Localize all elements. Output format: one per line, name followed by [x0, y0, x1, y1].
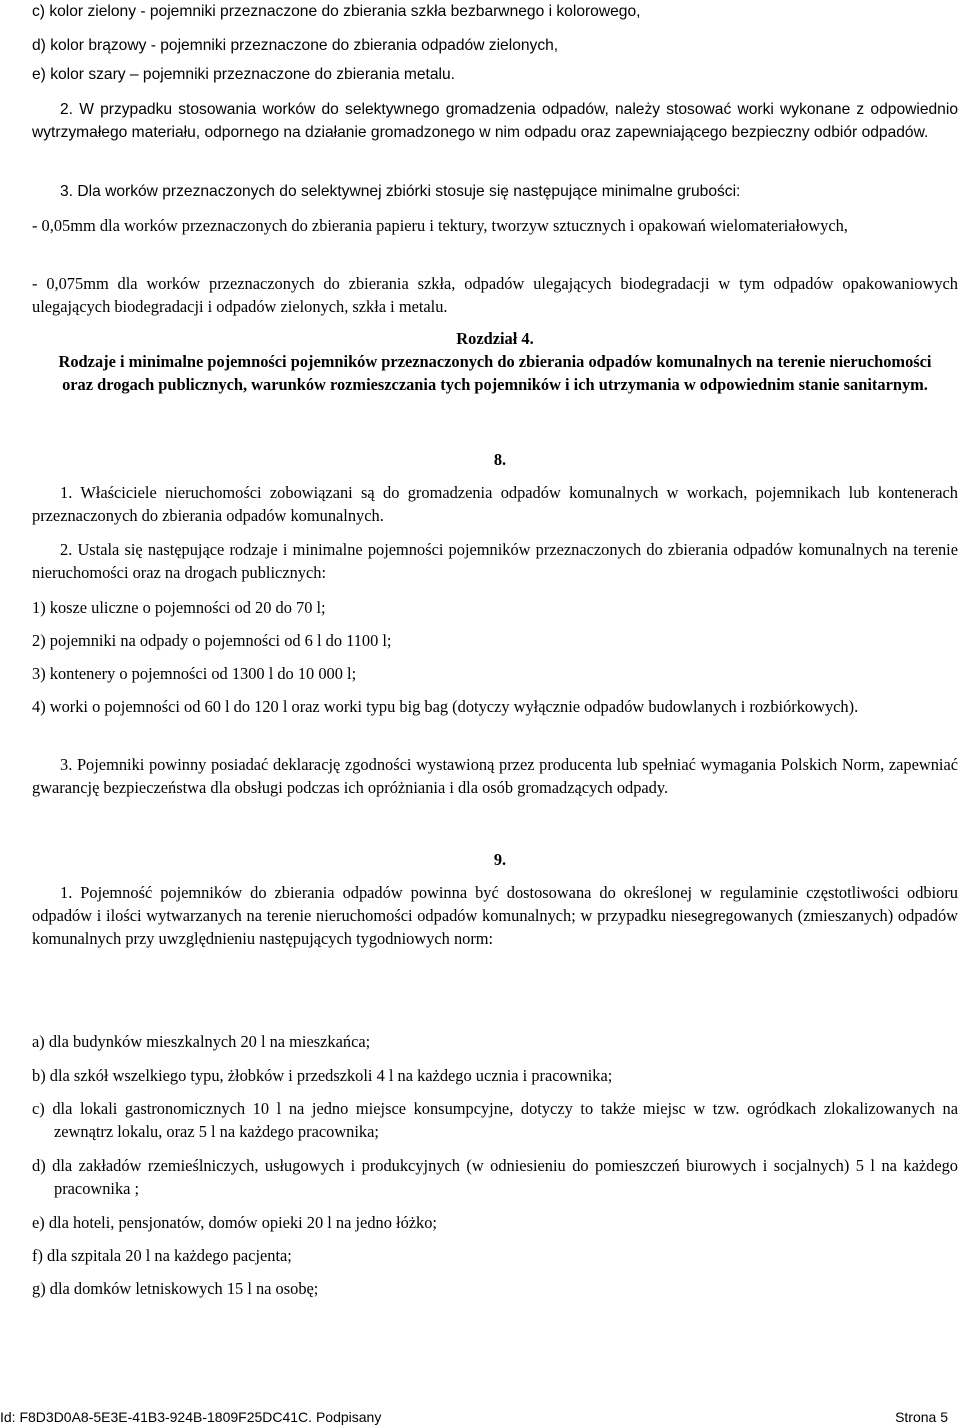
norm-item-g: g) dla domków letniskowych 15 l na osobę; [32, 1279, 319, 1298]
thickness-item-2: - 0,075mm dla worków przeznaczonych do zbierania szkła, odpadów ulegających biodegradacji w tym odpadów opakowaniowych ulegających biodegradacji i odpadów zielonych, szkła i metalu. [32, 274, 958, 316]
paragraph-2: 2. W przypadku stosowania worków do selektywnego gromadzenia odpadów, należy stosować worki wykonane z odpowiednio wytrzymałego materiału, odpornego na działanie gromadzonego w nim odpadu oraz zapewniającego bezpieczny odbiór odpadów. [32, 101, 958, 141]
container-type-2: 2) pojemniki na odpady o pojemności od 6 l do 1100 l; [32, 631, 392, 650]
container-type-1: 1) kosze uliczne o pojemności od 20 do 70 l; [32, 598, 326, 617]
norm-item-c: c) dla lokali gastronomicznych 10 l na jedno miejsce konsumpcyjne, dotyczy to także miejsc w tzw. ogródkach zlokalizowanych na zewnątrz lokalu, oraz 5 l na każdego pracownika; [32, 1099, 958, 1141]
section-9-label: 9. [493, 850, 507, 869]
list-item-c: c) kolor zielony - pojemniki przeznaczone do zbierania szkła bezbarwnego i kolorowego, [32, 3, 641, 20]
norm-item-e: e) dla hoteli, pensjonatów, domów opieki 20 l na jedno łóżko; [32, 1213, 437, 1232]
chapter-title: Rodzaje i minimalne pojemności pojemników przeznaczonych do zbierania odpadów komunalnych na terenie nieruchomości oraz drogach publicznych, warunków rozmieszczania tych pojemników i ich utrzymania w odpowiednim stanie sanitarnym. [58, 352, 932, 394]
norm-item-f: f) dla szpitala 20 l na każdego pacjenta; [32, 1246, 292, 1265]
norm-item-a: a) dla budynków mieszkalnych 20 l na mieszkańca; [32, 1032, 371, 1051]
thickness-item-1: - 0,05mm dla worków przeznaczonych do zbierania papieru i tektury, tworzyw sztucznych i opakowań wielomateriałowych, [32, 216, 848, 235]
norm-item-d: d) dla zakładów rzemieślniczych, usługowych i produkcyjnych (w odniesieniu do pomieszczeń biurowych i socjalnych) 5 l na każdego pracownika ; [32, 1156, 958, 1198]
norm-item-b: b) dla szkół wszelkiego typu, żłobków i przedszkoli 4 l na każdego ucznia i pracownika; [32, 1066, 613, 1085]
paragraph-3: 3. Dla worków przeznaczonych do selektywnej zbiórki stosuje się następujące minimalne grubości: [60, 183, 741, 200]
page-footer [0, 1407, 960, 1427]
page-number: Strona 5 [895, 1409, 948, 1425]
container-type-3: 3) kontenery o pojemności od 1300 l do 10 000 l; [32, 664, 357, 683]
chapter-label: Rozdział 4. [456, 329, 534, 348]
document-id: Id: F8D3D0A8-5E3E-41B3-924B-1809F25DC41C. Podpisany [0, 1409, 382, 1425]
container-type-4: 4) worki o pojemności od 60 l do 120 l oraz worki typu big bag (dotyczy wyłącznie odpadów budowlanych i rozbiórkowych). [32, 697, 859, 716]
section-9-paragraph-1: 1. Pojemność pojemników do zbierania odpadów powinna być dostosowana do określonej w regulaminie częstotliwości odbioru odpadów i ilości wytwarzanych na terenie nieruchomości odpadów komunalnych; w przypadku niesegregowanych (zmieszanych) odpadów komunalnych przy uwzględnieniu następujących tygodniowych norm: [32, 883, 958, 948]
section-8-label: 8. [493, 450, 507, 469]
section-8-paragraph-2: 2. Ustala się następujące rodzaje i minimalne pojemności pojemników przeznaczonych do zbierania odpadów komunalnych na terenie nieruchomości oraz na drogach publicznych: [32, 540, 958, 582]
section-8-paragraph-1: 1. Właściciele nieruchomości zobowiązani są do gromadzenia odpadów komunalnych w workach, pojemnikach lub kontenerach przeznaczonych do zbierania odpadów komunalnych. [32, 483, 958, 525]
list-item-d: d) kolor brązowy - pojemniki przeznaczone do zbierania odpadów zielonych, [32, 37, 559, 54]
section-8-paragraph-3: 3. Pojemniki powinny posiadać deklarację zgodności wystawioną przez producenta lub spełniać wymagania Polskich Norm, zapewniać gwarancję bezpieczeństwa dla obsługi podczas ich opróżniania i dla osób gromadzących odpady. [32, 755, 958, 797]
list-item-e: e) kolor szary – pojemniki przeznaczone do zbierania metalu. [32, 66, 455, 83]
